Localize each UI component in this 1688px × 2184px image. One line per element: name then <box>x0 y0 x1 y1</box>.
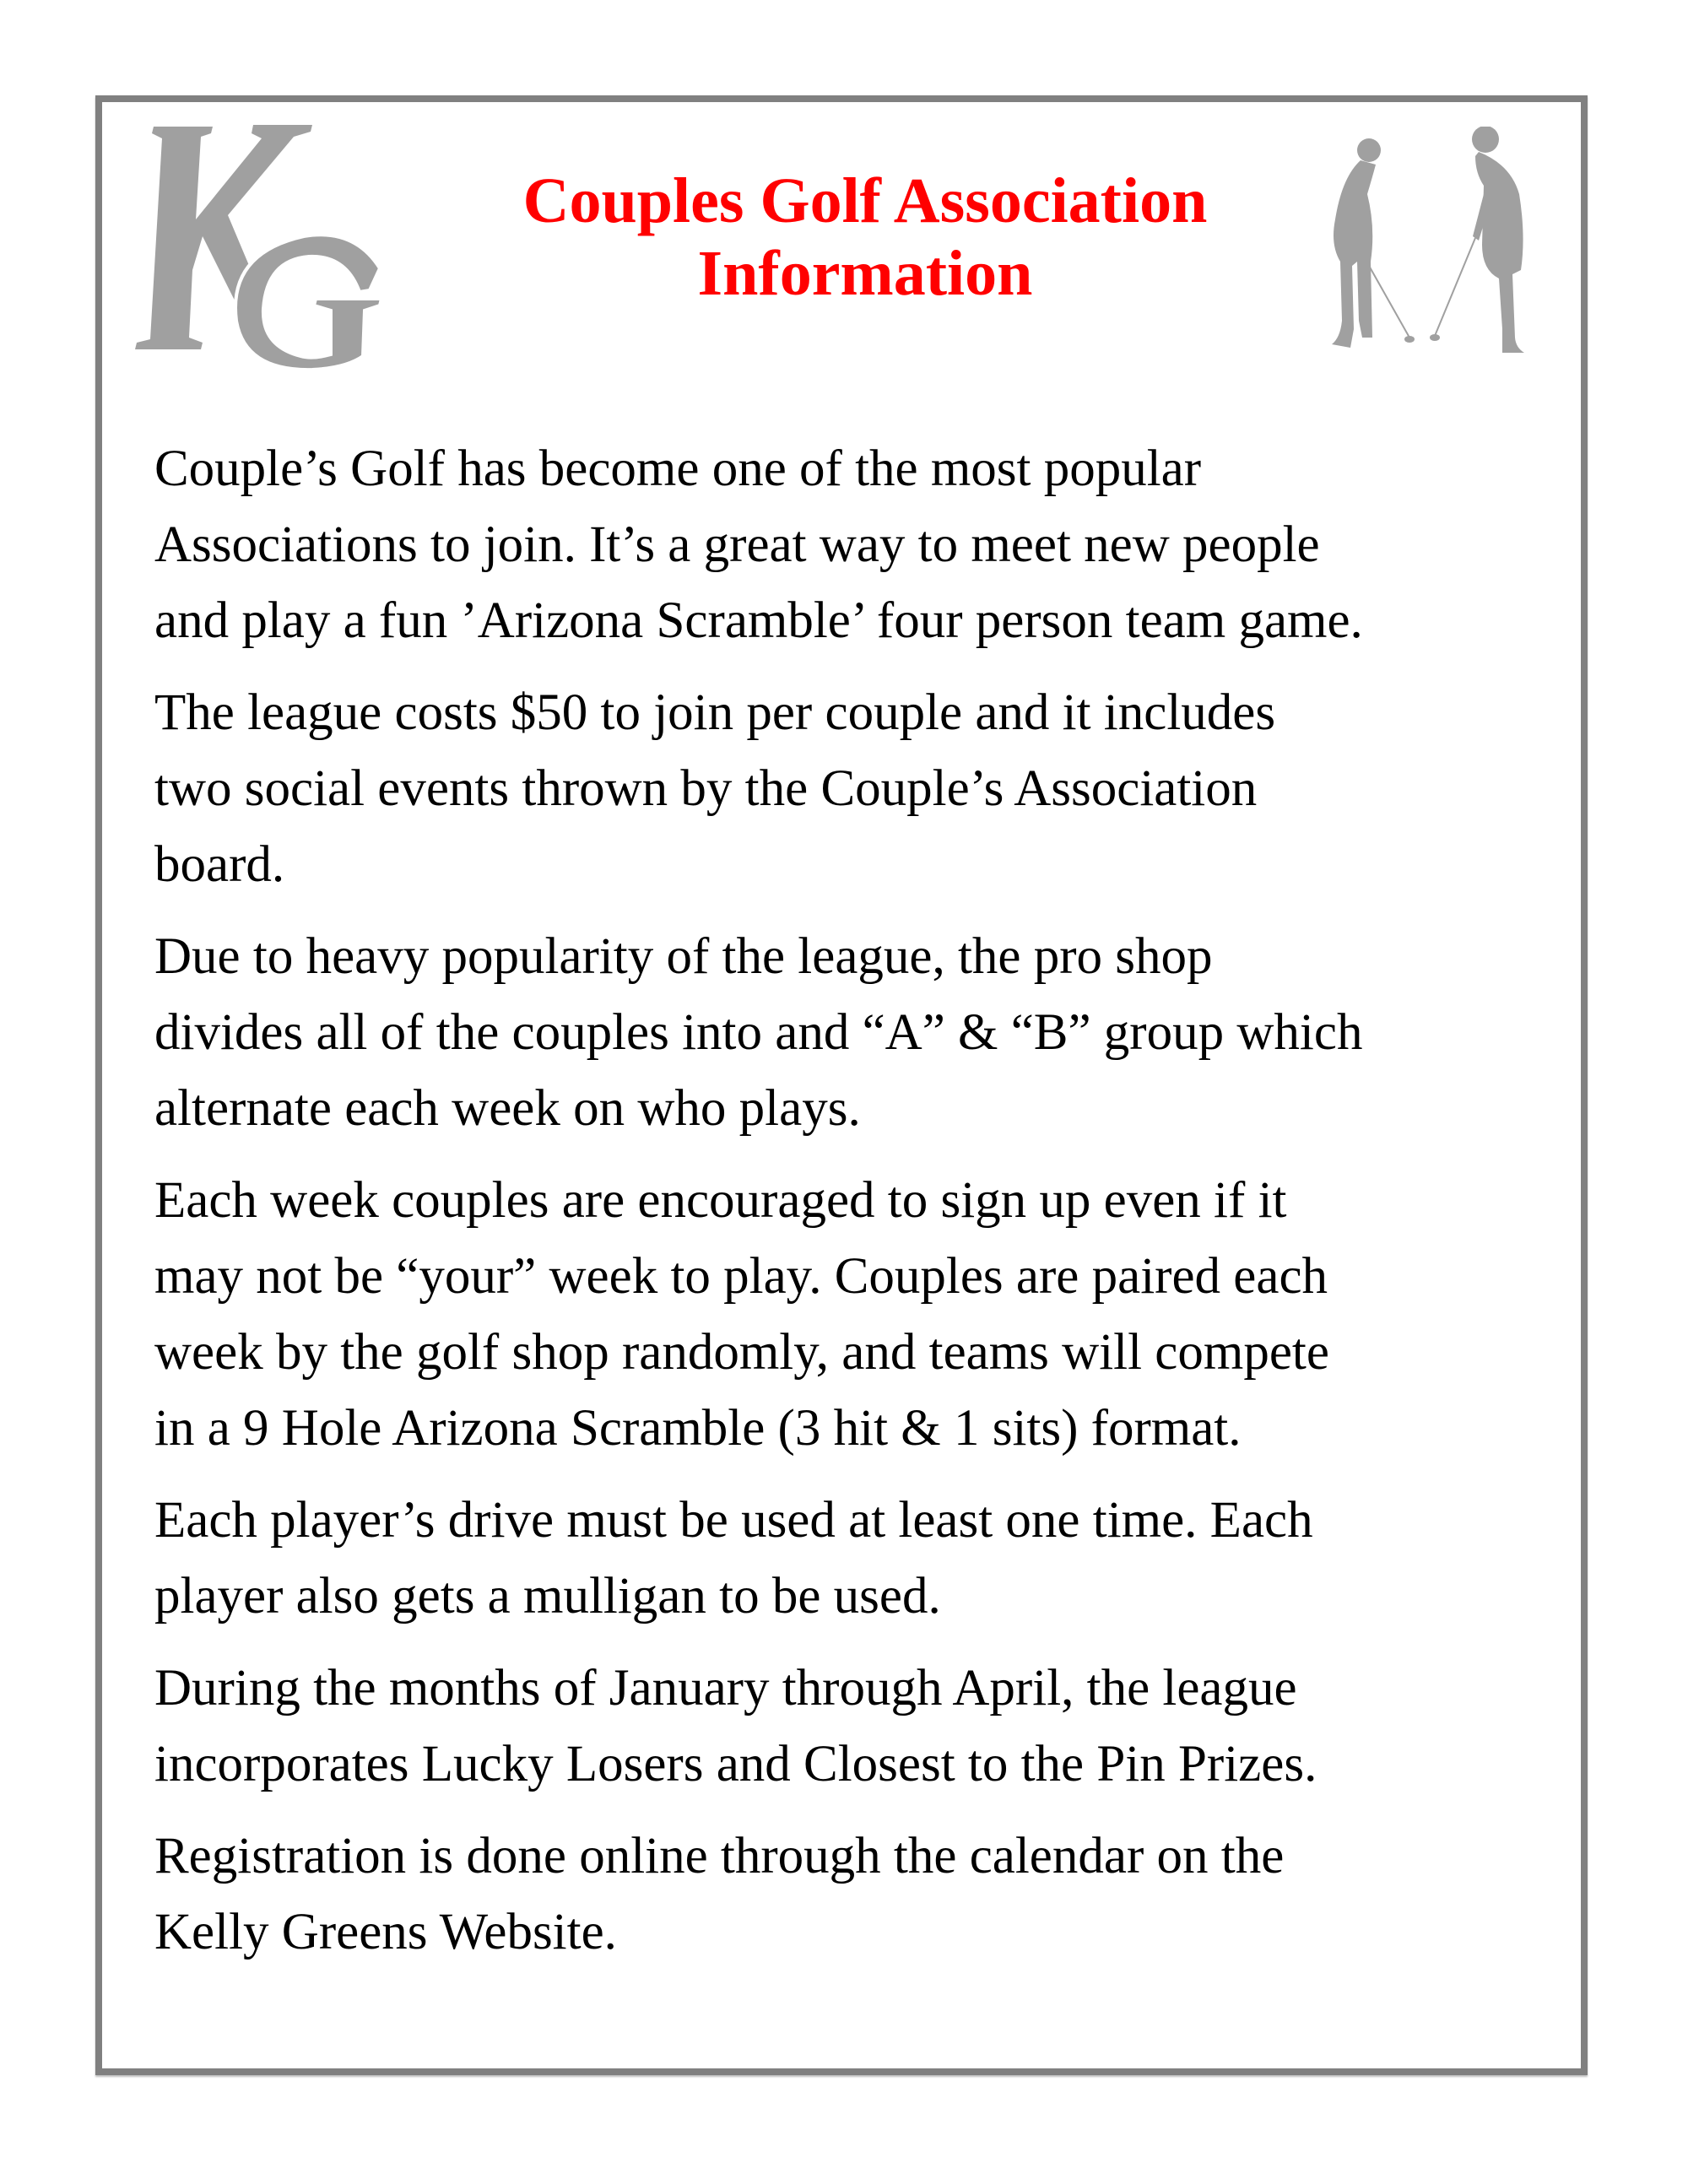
paragraph-prizes <box>154 1651 1572 1803</box>
text-line: Kelly Greens Website. <box>154 1904 617 1960</box>
text-line: incorporates Lucky Losers and Closest to the Pin Prizes. <box>154 1736 1317 1792</box>
text-line: The league costs $50 to join per couple and it includes <box>154 684 1276 741</box>
text-line: alternate each week on who plays. <box>154 1080 861 1137</box>
text-line: and play a fun ’Arizona Scramble’ four person team game. <box>154 592 1363 649</box>
page-title <box>456 165 1274 310</box>
text-line: During the months of January through April, the league <box>154 1660 1297 1716</box>
text-line: board. <box>154 836 285 893</box>
paragraph-rules <box>154 1483 1572 1635</box>
paragraph-registration <box>154 1819 1572 1970</box>
text-line: Due to heavy popularity of the league, the pro shop <box>154 928 1213 985</box>
text-line: Associations to join. It’s a great way to meet new people <box>154 516 1320 573</box>
text-line: Registration is done online through the calendar on the <box>154 1828 1285 1884</box>
text-line: divides all of the couples into and “A” & “B” group which <box>154 1004 1363 1061</box>
paragraph-groups <box>154 919 1572 1147</box>
paragraph-cost <box>154 675 1572 903</box>
text-line: Couple’s Golf has become one of the most popular <box>154 441 1202 497</box>
text-line: Each player’s drive must be used at least one time. Each <box>154 1492 1313 1549</box>
text-line: may not be “your” week to play. Couples are paired each <box>154 1248 1328 1305</box>
title-line-2: Information <box>697 238 1033 309</box>
text-line: week by the golf shop randomly, and teams will compete <box>154 1324 1329 1381</box>
paragraph-intro <box>154 431 1572 659</box>
kg-logo <box>135 118 456 371</box>
text-line: in a 9 Hole Arizona Scramble (3 hit & 1 sits) format. <box>154 1400 1242 1457</box>
golfers-silhouette-icon <box>1291 127 1553 363</box>
text-line: two social events thrown by the Couple’s Association <box>154 760 1258 817</box>
text-line: player also gets a mulligan to be used. <box>154 1568 941 1624</box>
info-body <box>154 431 1572 1987</box>
text-line: Each week couples are encouraged to sign up even if it <box>154 1172 1287 1229</box>
paragraph-signup <box>154 1163 1572 1467</box>
title-line-1: Couples Golf Association <box>522 165 1208 236</box>
